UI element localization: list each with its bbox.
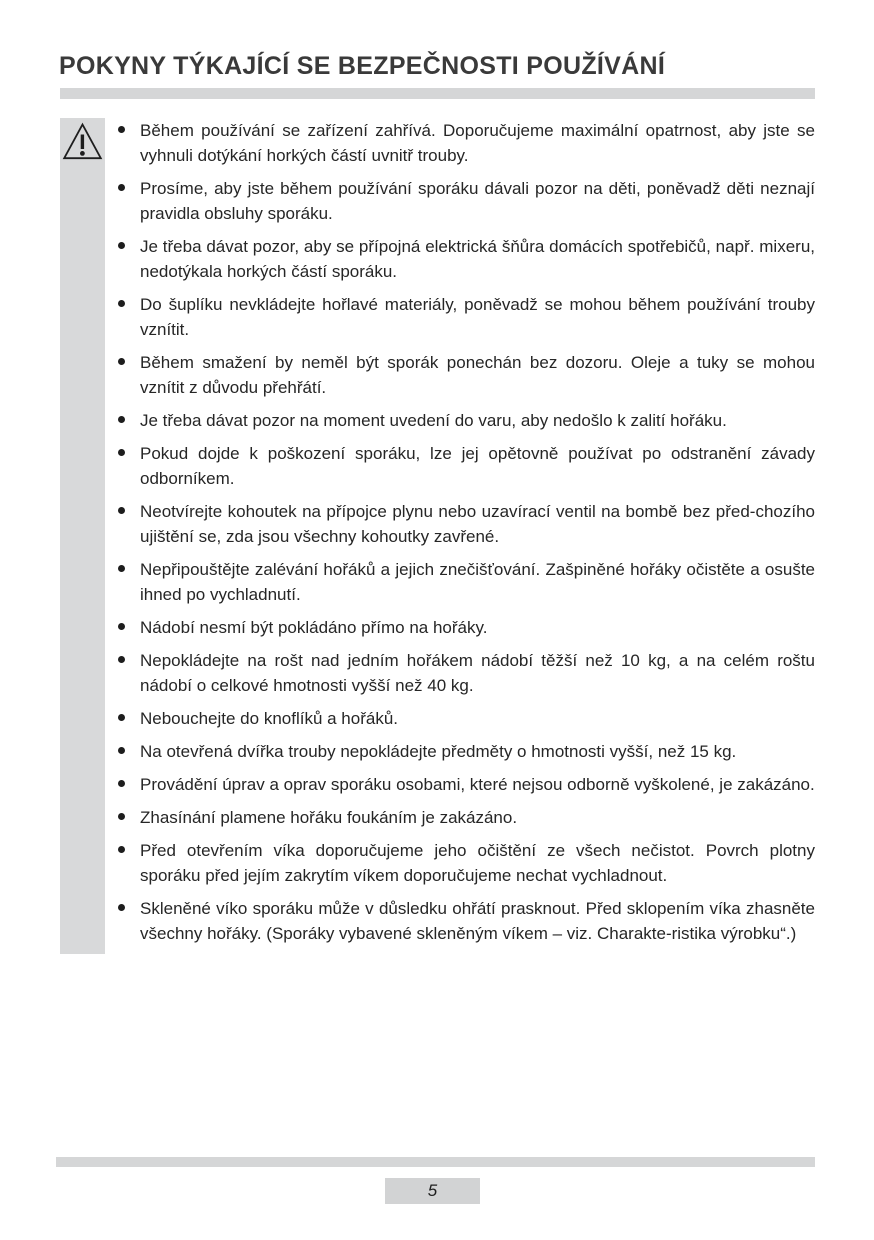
safety-instructions-list xyxy=(113,118,815,954)
list-item xyxy=(113,234,815,284)
instruction-text: Před otevřením víka doporučujeme jeho očištění ze všech nečistot. Povrch plotny sporáku před jejím zakrytím víkem doporučujeme nechat vychladnout. xyxy=(140,841,815,885)
instruction-text: Neotvírejte kohoutek na přípojce plynu nebo uzavírací ventil na bombě bez před-chozího ujištění se, zda jsou všechny kohoutky zavřené. xyxy=(140,502,815,546)
bullet-icon xyxy=(113,896,140,946)
instruction-text: Na otevřená dvířka trouby nepokládejte předměty o hmotnosti vyšší, než 15 kg. xyxy=(140,742,737,761)
instruction-text: Nepřipouštějte zalévání hořáků a jejich znečišťování. Zašpiněné hořáky očistěte a osušte ihned po vychladnutí. xyxy=(140,560,815,604)
bullet-icon xyxy=(113,557,140,607)
instruction-text: Prosíme, aby jste během používání sporáku dávali pozor na děti, poněvadž děti neznají pravidla obsluhy sporáku. xyxy=(140,179,815,223)
list-item xyxy=(113,805,815,830)
warning-sidebar xyxy=(60,118,105,954)
bullet-icon xyxy=(113,739,140,764)
bullet-icon xyxy=(113,441,140,491)
instruction-text: Během smažení by neměl být sporák ponechán bez dozoru. Oleje a tuky se mohou vznítit z důvodu přehřátí. xyxy=(140,353,815,397)
instruction-text: Skleněné víko sporáku může v důsledku ohřátí prasknout. Před sklopením víka zhasněte všechny hořáky. (Sporáky vybavené skleněným víkem – viz. Charakte-ristika výrobku“.) xyxy=(140,899,815,943)
page-title: POKYNY TÝKAJÍCÍ SE BEZPEČNOSTI POUŽÍVÁNÍ xyxy=(59,52,666,80)
instruction-text: Provádění úprav a oprav sporáku osobami, které nejsou odborně vyškolené, je zakázáno. xyxy=(140,775,815,794)
instruction-text: Zhasínání plamene hořáku foukáním je zakázáno. xyxy=(140,808,518,827)
bullet-icon xyxy=(113,805,140,830)
list-item xyxy=(113,441,815,491)
bullet-icon xyxy=(113,772,140,797)
title-divider xyxy=(60,88,815,99)
bullet-icon xyxy=(113,615,140,640)
instruction-text: Nádobí nesmí být pokládáno přímo na hořáky. xyxy=(140,618,488,637)
list-item xyxy=(113,615,815,640)
bullet-icon xyxy=(113,176,140,226)
bullet-icon xyxy=(113,292,140,342)
list-item xyxy=(113,648,815,698)
bullet-icon xyxy=(113,118,140,168)
instruction-text: Pokud dojde k poškození sporáku, lze jej opětovně používat po odstranění závady odborníkem. xyxy=(140,444,815,488)
bullet-icon xyxy=(113,499,140,549)
list-item xyxy=(113,896,815,946)
list-item xyxy=(113,838,815,888)
list-item xyxy=(113,408,815,433)
warning-triangle-icon xyxy=(60,122,105,161)
list-item xyxy=(113,292,815,342)
instruction-text: Během používání se zařízení zahřívá. Doporučujeme maximální opatrnost, aby jste se vyhnuli dotýkání horkých částí uvnitř trouby. xyxy=(140,121,815,165)
footer-divider xyxy=(56,1157,815,1167)
list-item xyxy=(113,706,815,731)
bullet-icon xyxy=(113,350,140,400)
list-item xyxy=(113,739,815,764)
bullet-icon xyxy=(113,838,140,888)
list-item xyxy=(113,350,815,400)
instruction-text: Nepokládejte na rošt nad jedním hořákem nádobí těžší než 10 kg, a na celém roštu nádobí o celkové hmotnosti vyšší než 40 kg. xyxy=(140,651,815,695)
list-item xyxy=(113,557,815,607)
page-number: 5 xyxy=(427,1181,438,1200)
list-item xyxy=(113,772,815,797)
page-number-badge xyxy=(385,1178,480,1204)
bullet-icon xyxy=(113,648,140,698)
bullet-icon xyxy=(113,706,140,731)
instruction-text: Je třeba dávat pozor na moment uvedení do varu, aby nedošlo k zalití hořáku. xyxy=(140,411,727,430)
instruction-text: Nebouchejte do knoflíků a hořáků. xyxy=(140,709,399,728)
bullet-icon xyxy=(113,408,140,433)
list-item xyxy=(113,176,815,226)
instruction-text: Do šuplíku nevkládejte hořlavé materiály, poněvadž se mohou během používání trouby vznítit. xyxy=(140,295,815,339)
instruction-text: Je třeba dávat pozor, aby se přípojná elektrická šňůra domácích spotřebičů, např. mixeru, nedotýkala horkých částí sporáku. xyxy=(140,237,815,281)
list-item xyxy=(113,118,815,168)
content-area xyxy=(60,118,815,954)
bullet-icon xyxy=(113,234,140,284)
list-item xyxy=(113,499,815,549)
